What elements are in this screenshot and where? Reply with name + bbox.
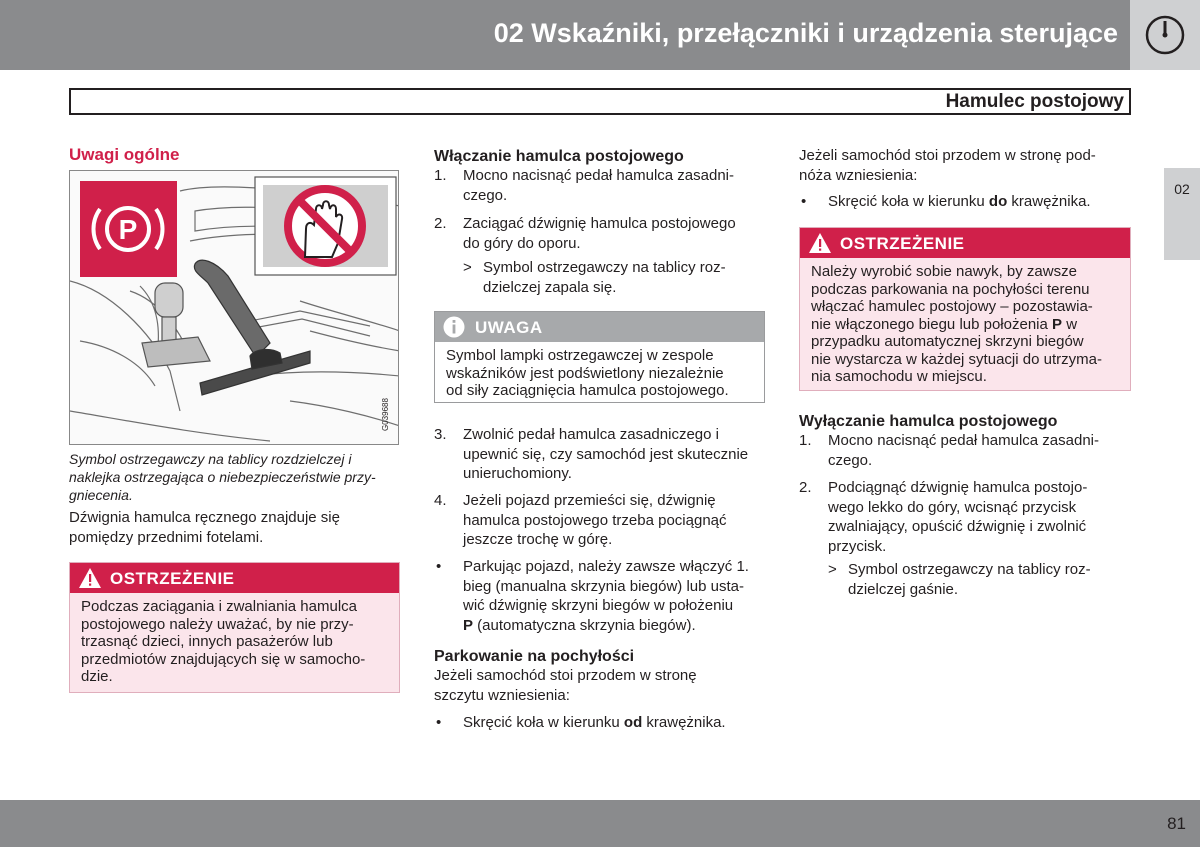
downhill-bullet [799,192,1134,214]
warning-line: Należy wyrobić sobie nawyk, by zawsze [811,263,1077,280]
warning-header [70,563,399,593]
step-line: Zwolnić pedał hamulca zasadniczego i [463,426,719,443]
chapter-side-tab-label: 02 [1174,181,1190,197]
step-number: 3. [434,426,447,443]
engage-step-1 [434,166,769,206]
warning-text [81,598,391,686]
note-box [434,311,765,403]
note-line: Symbol lampki ostrzegawczej w zespole [446,347,714,364]
result-marker: > [828,561,837,578]
step-line: hamulca postojowego trzeba pociągnąć [463,511,727,529]
result-line: Symbol ostrzegawczy na tablicy roz- [483,259,726,276]
warning-line: przedmiotów znajdujących się w samocho- [81,650,366,668]
step-line: Mocno nacisnąć pedał hamulca zasadni- [828,432,1099,449]
step-line: Mocno nacisnąć pedał hamulca zasadni- [463,167,734,184]
body-line: szczytu wzniesienia: [434,686,570,704]
body-line: nóża wzniesienia: [799,166,918,184]
release-result [828,560,1128,600]
warning-line-post: w [1062,315,1078,333]
release-step-1 [799,431,1134,471]
step-line: do góry do oporu. [463,234,581,252]
engage-step-4 [434,491,769,551]
step-line: zwalniający, opuścić dźwignię i zwolnić [828,518,1087,535]
bullet-line: wić dźwignię skrzyni biegów w położeniu [463,597,734,614]
warning-label: OSTRZEŻENIE [840,234,965,253]
warning-line: nie wystarcza w każdej sytuacji do utrzyma- [811,350,1102,368]
warning-header [800,228,1130,258]
bullet-line: Parkując pojazd, należy zawsze włączyć 1. [463,558,749,575]
engage-result [463,258,763,298]
warning-triangle-icon [808,232,832,254]
section-title: Hamulec postojowy [945,91,1124,112]
warning-text [811,263,1122,386]
step-number: 2. [434,215,447,232]
engage-heading: Włączanie hamulca postojowego [434,148,684,165]
parking-brake-figure [69,170,399,445]
result-marker: > [463,259,472,276]
warning-line: przypadku automatycznej skrzyni biegów [811,333,1084,350]
bullet-marker: • [436,714,442,731]
step-line: Podciągnąć dźwignię hamulca postojo- [828,479,1088,496]
step-line: unieruchomiony. [463,465,572,482]
bullet-pre: Skręcić koła w kierunku [828,193,989,210]
step-line: wego lekko do góry, wcisnąć przycisk [828,498,1077,516]
step-number: 1. [434,167,447,184]
note-header [435,312,764,342]
lever-location-text [69,508,404,547]
warning-line: trzasnąć dzieci, innych pasażerów lub [81,633,333,650]
info-icon [442,315,466,339]
caption-line: gniecenia. [69,487,133,503]
uphill-intro [434,666,769,705]
bold-p: P [463,616,474,634]
figure-code: G039688 [381,398,390,431]
bullet-marker: • [801,193,807,210]
gauge-tab [1130,0,1200,70]
engage-step-3 [434,425,769,485]
col1-heading: Uwagi ogólne [69,145,180,164]
bold-p: P [1052,315,1063,333]
engage-step-2 [434,214,769,254]
warning-line: podczas parkowania na pochyłości terenu [811,280,1090,298]
warning-line: włączać hamulec postojowy – pozostawia- [811,298,1093,315]
warning-line: dzie. [81,668,113,685]
footer-bar [0,800,1200,847]
bullet-tail: (automatyczna skrzynia biegów). [473,616,696,634]
result-line: dzielczej gaśnie. [848,580,959,598]
warning-label: OSTRZEŻENIE [110,569,235,588]
bullet-line [463,616,774,636]
step-number: 2. [799,479,812,496]
uphill-bullet [434,713,769,735]
bullet-line: bieg (manualna skrzynia biegów) lub usta- [463,577,744,595]
step-line: upewnić się, czy samochód jest skutecznie [463,445,749,463]
svg-text:P: P [118,214,138,245]
note-line: wskaźników jest podświetlony niezależnie [446,364,724,382]
note-text [446,347,756,400]
warning-line [811,316,1122,334]
note-line: od siły zaciągnięcia hamulca postojowego. [446,382,729,399]
step-number: 1. [799,432,812,449]
step-line: Zaciągać dźwignię hamulca postojowego [463,215,736,232]
note-label: UWAGA [475,318,543,337]
bullet-post: krawężnika. [1007,193,1091,210]
figure-caption [69,450,404,504]
step-line: czego. [828,451,873,469]
gauge-icon [1130,0,1200,70]
slope-heading: Parkowanie na pochyłości [434,648,635,665]
warning-box-pinch [69,562,400,693]
caption-line: naklejka ostrzegająca o niebezpieczeństwie przy- [69,469,376,485]
step-line: Jeżeli pojazd przemieści się, dźwignię [463,492,716,509]
step-line: czego. [463,186,508,204]
caption-line: Symbol ostrzegawczy na tablicy rozdzielczej i [69,451,352,467]
bullet-post: krawężnika. [642,714,726,731]
body-line: pomiędzy przednimi fotelami. [69,528,264,546]
page-number: 81 [1167,814,1186,833]
chapter-title: 02 Wskaźniki, przełączniki i urządzenia sterujące [493,18,1118,48]
warning-line: nia samochodu w miejscu. [811,368,987,385]
step-line: przycisk. [828,537,887,555]
warning-line: Podczas zaciągania i zwalniania hamulca [81,598,357,615]
release-step-2 [799,478,1134,558]
warning-box-slope [799,227,1131,391]
bullet-marker: • [436,558,442,575]
downhill-intro [799,146,1134,185]
result-line: Symbol ostrzegawczy na tablicy roz- [848,561,1091,578]
bullet-bold: do [988,193,1008,210]
bullet-pre: Skręcić koła w kierunku [463,714,624,731]
parking-brake-illustration [70,171,399,445]
warning-triangle-icon [78,567,102,589]
warning-line: postojowego należy uważać, by nie przy- [81,615,354,633]
warning-line-pre: nie włączonego biegu lub położenia [811,315,1053,333]
bullet-bold: od [623,714,643,731]
body-line: Jeżeli samochód stoi przodem w stronę [434,667,697,684]
body-line: Dźwignia hamulca ręcznego znajduje się [69,509,340,526]
step-number: 4. [434,492,447,509]
gear-bullet [434,557,774,637]
step-line: jeszcze trochę w górę. [463,531,613,548]
result-line: dzielczej zapala się. [483,278,617,296]
release-heading: Wyłączanie hamulca postojowego [799,413,1058,430]
body-line: Jeżeli samochód stoi przodem w stronę pod- [799,147,1096,164]
